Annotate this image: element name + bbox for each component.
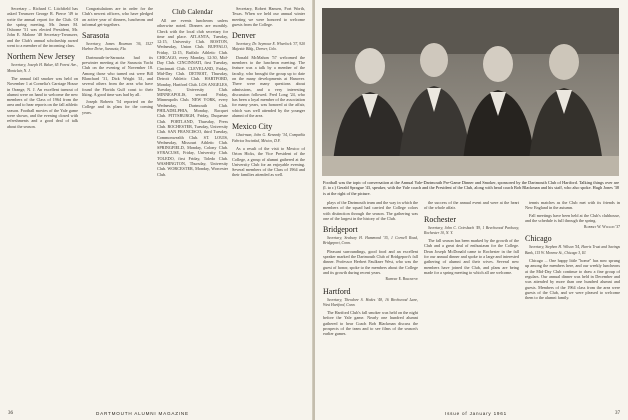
photo-image [322,8,619,176]
rochester-secretary: Secretary, John C. Griesbach '49, 1 Beechwood Parkway, Rochester 10, N. Y. [424,225,519,235]
right-page-number: 37 [615,411,620,416]
mexico-city-body: As a result of the visit to Mexico of Orton Hicks, the Vice President of the College, a group of alumni gathered at the University Club for an enjoyable evening. Several members of the Class of 1964 and their families attended as well. [232,145,305,178]
right-col3-intro: Fall meetings have been held at the Club's clubhouse, and the schedule is full through the spring. [525,212,620,223]
left-page [0,0,313,420]
right-column-2 [424,200,519,277]
right-col3-top-text: tennis matches as the Club met with its friends in New England in the autumn. [525,200,620,211]
rochester-body: The fall season has been marked by the growth of the Club and a great deal of enthusiasm for the College. Dean Joseph McDonald came to Rochester in the fall for our annual dinner and spoke to a large and interested gathering of alumni and their wives. Several new members have joined the Club, and plans are being made for a spring meeting to which all are welcome. [424,238,519,275]
sarasota-secretary: Secretary, James Bowman '36, 1527 Harbor Drive, Sarasota, Fla. [82,42,153,52]
mexico-city-chairman: Chairman, John G. Kennedy '34, Compañía Fabrica Sociedad, México, D.F. [232,133,305,143]
sarasota-heading: Sarasota [82,31,110,41]
club-calendar-body: All are events luncheons unless otherwise noted. Dinners are monthly. Check with the local club secretary for time and place. ATLANTA, Tuesday, 12:15, University Club. BOSTON, Wednesday, Union Club. BUFFALO, Friday, 12:15, Buffalo Athletic Club. CHICAGO, every Monday, 12:30, Mid-Day Club. CINCINNATI, first Tuesday, Cincinnati Club. CLEVELAND, Friday, Mid-Day Club. DETROIT, Thursday, Detroit Athletic Club. HARTFORD, Monday, Hartford Club. LOS ANGELES, Tuesday, University Club. MINNEAPOLIS, second Friday, Minneapolis Club. NEW YORK, every Wednesday, Dartmouth Club. PHILADELPHIA, Monday, Racquet Club. PITTSBURGH, Friday, Duquesne Club. PORTLAND, Thursday, Press Club. ROCHESTER, Tuesday, University Club. SAN FRANCISCO, third Tuesday, Commonwealth Club. ST. LOUIS, Wednesday, Missouri Athletic Club. SPRINGFIELD, Monday, Colony Club. SYRACUSE, Friday, University Club. TOLEDO, first Friday, Toledo Club. WASHINGTON, Thursday, University Club. WORCESTER, Monday, Worcester Club. [157,18,228,177]
football-dinner-photo [322,8,619,176]
left-column-4 [232,6,305,180]
bridgeport-body: Pleasant surroundings, good food and an excellent speaker marked the Dartmouth Club of Bridgeport's fall dinner. Professor Herbert Faulkner West, who was the guest of honor, spoke to the members about the College and its growth during recent years. [323,248,418,275]
northern-new-jersey-secretary: Secretary, Joseph H. Baker, 65 Forest Ave., Montclair, N. J. [7,63,78,73]
left-column-3 [157,6,228,179]
denver-heading: Denver [232,31,256,41]
bridgeport-heading: Bridgeport [323,225,358,235]
rochester-heading: Rochester [424,214,456,224]
chicago-secretary: Secretary, Stephen H. Wilson '54, Harris Trust and Savings Bank, 115 W. Monroe St., Chicago 3, Ill. [525,245,620,255]
mexico-city-heading: Mexico City [232,122,273,132]
photo-caption: Football was the topic of conversation at the Annual Yale-Dartmouth Pre-Game Dinner and Smoker, sponsored by the Dartmouth Club of Hartford. Talking things over are (l. to r.) Gerald Sprague '43, speaker, with the Yale coach and the President of the Club, along with head coach Bob Blackman and his staff, who also spoke. Hugh Jones '38 is at the right of the picture. [323,180,619,196]
denver-secretary: Secretary, Dr. Seymour E. Wheelock '37, 920 Majestic Bldg., Denver, Colo. [232,42,305,52]
sarasota-body: Dartmouth-in-Sarasota had its prewinter meeting at the Sarasota Yacht Club on the evening of November 18. Among those who turned out were Bill Blanchard '31, Dick Wright '41, and several others from the area who have found the Florida Gulf coast to their liking. A good time was had by all. [82,54,153,97]
northern-new-jersey-heading: Northern New Jersey [7,52,75,62]
col3-signature: Robert W. Wilson '37 [584,225,620,230]
col4-top-text: Secretary, Robert Hansen, Fort Worth, Texas. When we held our annual winter meeting we were honored to welcome guests from the College. [232,6,305,27]
club-calendar-heading: Club Calendar [172,8,213,16]
col1-top-text: Secretary – Richard C. Litchfield has asked Treasurer George R. Pierce '49 to write the annual report for the Club. Of the spring meeting, Mr. James M. Osborne '51 was elected President, Mr. John E. Malone '48 Secretary-Treasurer, and the Club's annual scholarship award went to a member of the incoming class. [7,6,78,49]
right-col1-top-text: plays of the Dartmouth team and the way in which the members of the squad had carried the College colors with distinction through the season. The gathering was one of the largest in the history of the Club. [323,200,418,221]
right-column-1 [323,200,418,339]
right-column-3 [525,200,620,302]
hartford-body: The Hartford Club's fall smoker was held on the night before the Yale game. Nearly one hundred alumni gathered to hear Coach Bob Blackman discuss the prospects of the team and to see films of the season's earlier games. [323,310,418,337]
sarasota-tail: Joseph Roberts '54 reported on the College and its plans for the coming years. [82,99,153,115]
hartford-secretary: Secretary, Theodore S. Hodes '48, 16 Birchwood Lane, West Hartford, Conn. [323,297,418,307]
right-col2-top-text: the success of the annual event and were at the heart of the whole affair. [424,200,519,211]
left-page-number: 36 [8,411,13,416]
bridgeport-secretary: Secretary, Seabury H. Hammond '35, 1 Cornell Road, Bridgeport, Conn. [323,236,418,246]
hartford-heading: Hartford [323,286,351,296]
left-column-2 [82,6,153,117]
left-page-footer: DARTMOUTH ALUMNI MAGAZINE [96,411,189,416]
chicago-heading: Chicago [525,234,552,244]
northern-new-jersey-body: The annual fall smoker was held on November 1 at Cornelia's Carriage House in Orange, N. J. An excellent turnout of alumni were on hand to welcome the new members of the Class of 1964 from the area and to hear reports on the fall athletic season. Football movies of the Yale game were shown, and the evening closed with refreshments and a good deal of talk about the season. [7,75,78,129]
col2-top-text: Congratulations are in order for the Club's newest officers, who have pledged an active year of dinners, luncheons and informal get-togethers. [82,6,153,27]
bridgeport-signature: Robert E. Birdseye [385,277,418,282]
denver-body: Donald McMahon '57 welcomed the members to the luncheon meeting. The feature was a talk by a member of the faculty, who brought the group up to date on the many developments at Hanover. There were many questions about admissions, and a very interesting discussion followed. Fred Long '24, who has been a loyal member of the association for many years, was honored at the affair, which was well attended by the younger alumni of the area. [232,54,305,119]
left-column-1 [7,6,78,131]
chicago-body: Chicago ... One happy little "home" has now sprung up among the members here, and our weekly luncheons at the Mid-Day Club continue to draw a fine group of regulars. Our annual dinner was held in December and was attended by more than one hundred alumni and guests. Members of the 1964 class from the area were guests of the Club, and we were pleased to welcome them to the alumni family. [525,258,620,301]
right-page-footer: Issue of January 1961 [445,411,508,416]
right-page [315,0,628,420]
